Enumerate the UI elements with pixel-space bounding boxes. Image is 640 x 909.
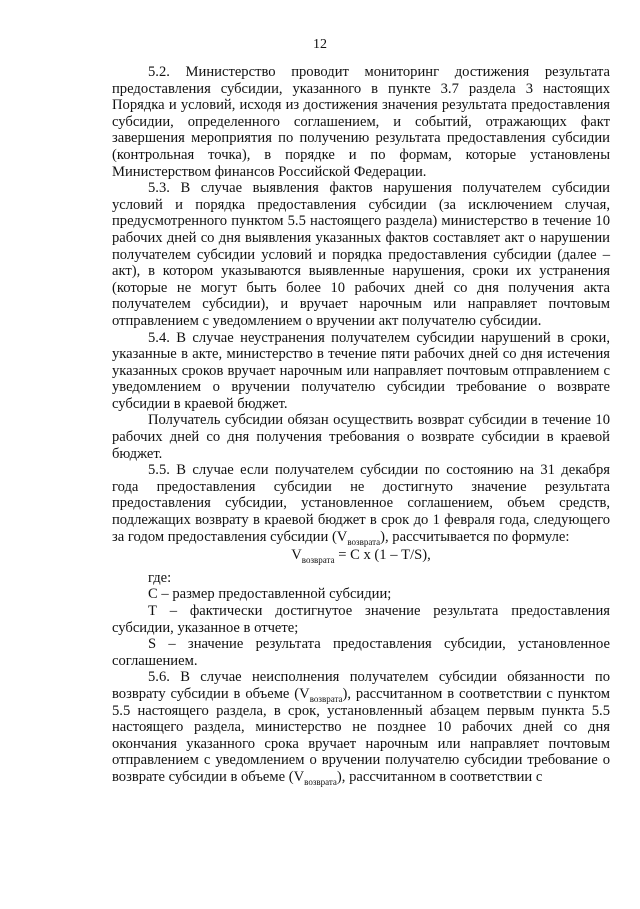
where-label: где: <box>148 569 172 586</box>
definition-s: S – значение результата предоставления субсидии, установленное соглашением. <box>112 636 610 669</box>
definition-t: Т – фактически достигнутое значение результата предоставления субсидии, указанное в отчете; <box>112 603 610 636</box>
paragraph-5-4: 5.4. В случае неустранения получателем субсидии нарушений в сроки, указанные в акте, министерство в течение пяти рабочих дней со дня истечения указанных сроков вручает нарочным или направляет почтовым отправлением с уведомлением о вручении получателю субсидии требование о возврате субсидии в краевой бюджет. <box>112 329 610 412</box>
formula-lhs: V <box>291 547 302 564</box>
paragraph-5-6-text-a: 5.6. В случае неисполнения получателем субсидии обязанности по возврату субсидии в объеме (V <box>112 669 610 702</box>
paragraph-5-5-text-a: 5.5. В случае если получателем субсидии по состоянию на 31 декабря года предоставления субсидии не достигнуто значение результата предоставления субсидии, установленное соглашением, объем средств, подлежащих возврату в краевой бюджет в срок до 1 февраля года, следующего за годом предоставления субсидии (V <box>112 462 610 545</box>
v-return-subscript-2: возврата <box>304 776 337 787</box>
paragraph-5-2: 5.2. Министерство проводит мониторинг достижения результата предоставления субсидии, указанного в пункте 3.7 раздела 3 настоящих Порядка и условий, исходя из достижения значения результата предоставления субсидии, определенного соглашением, и событий, отражающих факт завершения мероприятия по получению результата предоставления субсидии (контрольная точка), в порядке и по формам, которые установлены Министерством финансов Российской Федерации. <box>112 64 610 180</box>
return-formula <box>112 547 610 564</box>
definition-c: С – размер предоставленной субсидии; <box>148 586 392 603</box>
document-body <box>112 64 610 786</box>
page-number: 12 <box>313 37 327 52</box>
paragraph-5-6-text-b: ), рассчитанном в соответствии с пунктом 5.5 настоящего раздела, в срок, установленный абзацем первым пункта 5.5 настоящего раздела, министерство не позднее 10 рабочих дней со дня окончания указанного срока вручает нарочным или направляет почтовым отправлением с уведомлением о вручении получателю субсидии требование о возврате субсидии в объеме (V <box>112 685 611 785</box>
formula-rhs: = С х (1 – T/S), <box>334 547 431 564</box>
paragraph-5-4-return: Получатель субсидии обязан осуществить возврат субсидии в течение 10 рабочих дней со дня получения требования о возврате субсидии в краевой бюджет. <box>112 412 610 462</box>
paragraph-5-6-text-c: ), рассчитанном в соответствии с <box>336 768 543 785</box>
paragraph-5-6 <box>112 669 610 785</box>
paragraph-5-5 <box>112 462 610 545</box>
v-return-subscript-1: возврата <box>309 693 343 704</box>
v-return-subscript: возврата <box>347 536 381 547</box>
formula-lhs-subscript: возврата <box>301 555 335 566</box>
paragraph-5-5-text-b: ), рассчитывается по формуле: <box>380 528 570 545</box>
paragraph-5-3: 5.3. В случае выявления фактов нарушения получателем субсидии условий и порядка предоставления субсидии (за исключением случая, предусмотренного пунктом 5.5 настоящего раздела) министерство в течение 10 рабочих дней со дня выявления указанных фактов составляет акт о нарушении получателем субсидии условий и порядка предоставления субсидии (далее – акт), в котором указываются выявленные нарушения, сроки их устранения (которые не могут быть более 10 рабочих дней со дня получения акта получателем субсидии), и вручает нарочным или направляет почтовым отправлением с уведомлением о вручении акт получателю субсидии. <box>112 180 610 329</box>
